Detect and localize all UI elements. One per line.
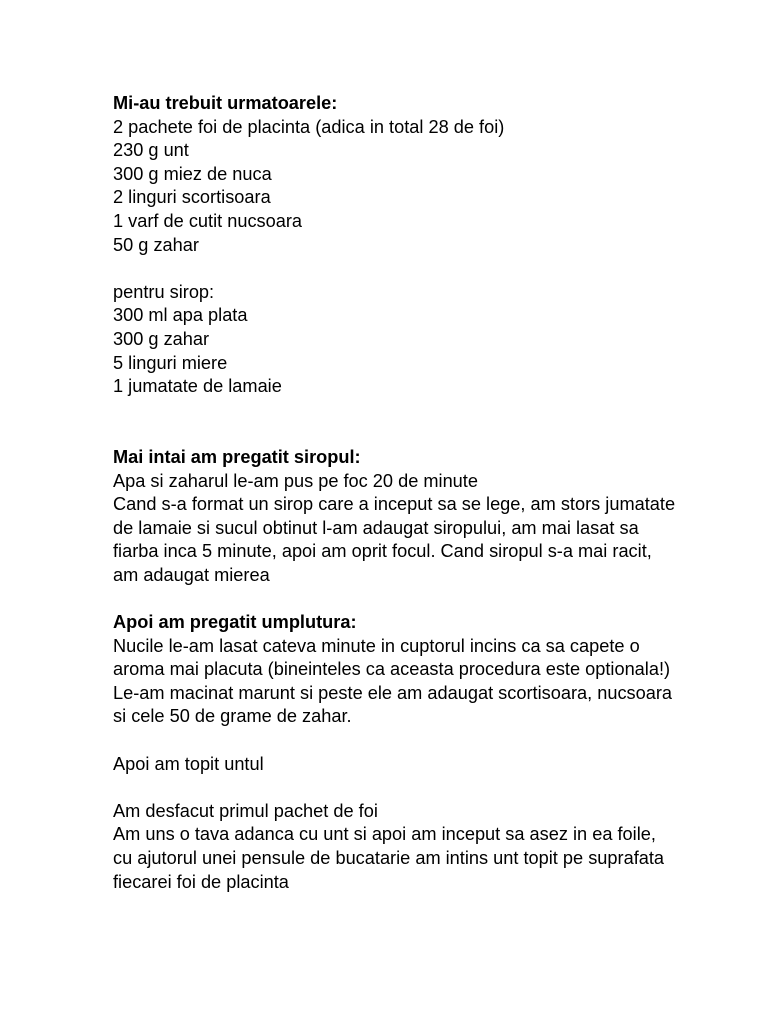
syrup-step-line: am adaugat mierea (113, 564, 270, 585)
recipe-document (113, 92, 743, 894)
filling-steps-section (113, 611, 743, 729)
butter-step-section (113, 753, 743, 777)
ingredient-item: 2 pachete foi de placinta (adica in total 28 de foi) (113, 116, 505, 137)
syrup-ingredient-item: 300 ml apa plata (113, 305, 248, 326)
assembly-step-line: fiecarei foi de placinta (113, 871, 289, 892)
filling-steps-heading: Apoi am pregatit umplutura: (113, 612, 357, 633)
filling-step-line: aroma mai placuta (bineinteles ca aceasta procedura este optionala!) (113, 659, 671, 680)
syrup-step-line: Cand s-a format un sirop care a inceput sa se lege, am stors jumatate (113, 494, 676, 515)
ingredients-heading: Mi-au trebuit urmatoarele: (113, 93, 338, 113)
syrup-step-line: de lamaie si sucul obtinut l-am adaugat siropului, am mai lasat sa (113, 517, 639, 538)
filling-step-line: si cele 50 de grame de zahar. (113, 706, 352, 727)
syrup-ingredient-item: 300 g zahar (113, 328, 210, 349)
assembly-steps-section (113, 800, 743, 894)
syrup-step-line: fiarba inca 5 minute, apoi am oprit focul. Cand siropul s-a mai racit, (113, 541, 652, 562)
syrup-ingredient-item: 1 jumatate de lamaie (113, 376, 282, 397)
butter-step-line: Apoi am topit untul (113, 753, 264, 774)
ingredient-item: 50 g zahar (113, 234, 199, 255)
ingredient-item: 230 g unt (113, 140, 189, 161)
syrup-ingredients-section (113, 281, 743, 399)
ingredient-item: 300 g miez de nuca (113, 163, 272, 184)
blank-line (113, 399, 743, 423)
blank-line (113, 257, 743, 281)
syrup-ingredients-label: pentru sirop: (113, 281, 215, 302)
blank-line (113, 587, 743, 611)
assembly-step-line: Am uns o tava adanca cu unt si apoi am inceput sa asez in ea foile, (113, 824, 656, 845)
ingredients-section (113, 92, 743, 257)
syrup-ingredient-item: 5 linguri miere (113, 352, 228, 373)
filling-step-line: Le-am macinat marunt si peste ele am adaugat scortisoara, nucsoara (113, 682, 673, 703)
syrup-step-line: Apa si zaharul le-am pus pe foc 20 de minute (113, 470, 478, 491)
syrup-steps-section (113, 446, 743, 588)
assembly-step-line: Am desfacut primul pachet de foi (113, 800, 378, 821)
syrup-steps-heading: Mai intai am pregatit siropul: (113, 446, 361, 467)
blank-line (113, 776, 743, 800)
ingredient-item: 1 varf de cutit nucsoara (113, 210, 303, 231)
ingredient-item: 2 linguri scortisoara (113, 187, 271, 208)
blank-line (113, 422, 743, 446)
filling-step-line: Nucile le-am lasat cateva minute in cuptorul incins ca sa capete o (113, 635, 640, 656)
assembly-step-line: cu ajutorul unei pensule de bucatarie am intins unt topit pe suprafata (113, 848, 665, 868)
blank-line (113, 729, 743, 753)
